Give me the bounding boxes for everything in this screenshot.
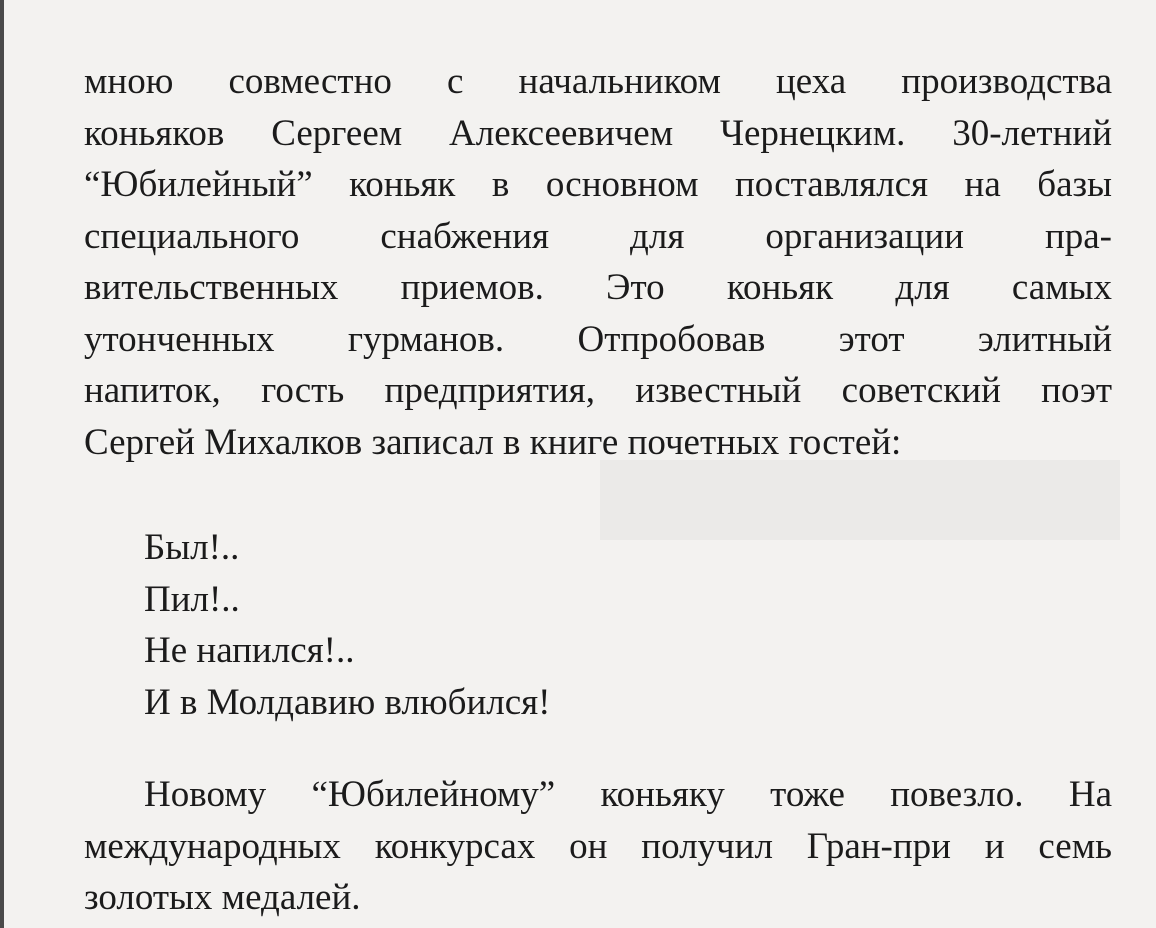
text-line: вительственных приемов. Это коньяк для самых xyxy=(84,267,1112,308)
text-line: мною совместно с начальником цеха производства xyxy=(84,61,1112,102)
poem-line: Был!.. xyxy=(144,527,240,568)
poem-line: Не напился!.. xyxy=(144,630,355,671)
text-line: утонченных гурманов. Отпробовав этот элитный xyxy=(84,318,1112,360)
page-binding-edge xyxy=(0,0,4,928)
text-line: Новому “Юбилейному” коньяку тоже повезло. На xyxy=(144,774,1112,815)
paragraph-1 xyxy=(84,56,1112,468)
text-line: золотых медалей. xyxy=(84,877,361,918)
text-line: специального снабжения для организации пра- xyxy=(84,215,1112,257)
poem-quote xyxy=(144,522,1112,728)
text-line: Сергей Михалков записал в книге почетных гостей: xyxy=(84,421,902,463)
paragraph-2 xyxy=(84,769,1112,924)
text-line: коньяков Сергеем Алексеевичем Чернецким. 30-летний xyxy=(84,112,1112,154)
poem-line: И в Молдавию влюбился! xyxy=(144,681,551,723)
poem-line: Пил!.. xyxy=(144,578,240,620)
text-line: “Юбилейный” коньяк в основном поставлялся на базы xyxy=(84,164,1112,205)
text-line: напиток, гость предприятия, известный советский поэт xyxy=(84,370,1112,411)
page-text xyxy=(84,56,1112,924)
text-line: международных конкурсах он получил Гран-при и семь xyxy=(84,825,1112,867)
